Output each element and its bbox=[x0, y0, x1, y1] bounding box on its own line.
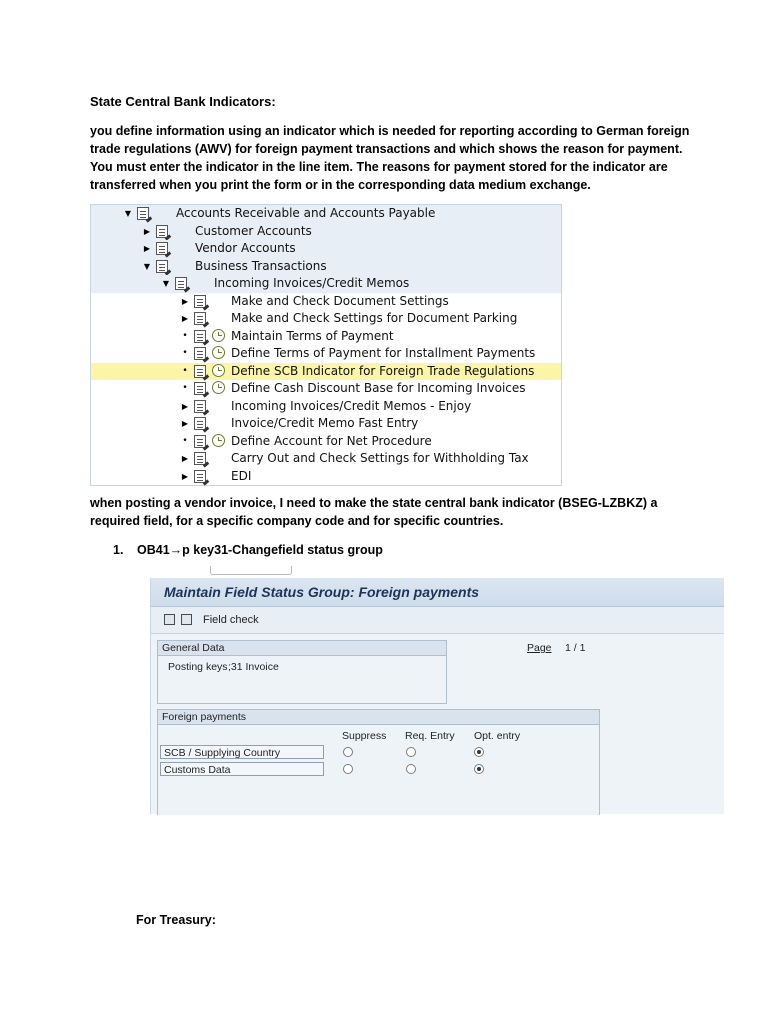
page-title: State Central Bank Indicators: bbox=[90, 94, 276, 109]
tree-item[interactable] bbox=[91, 468, 561, 486]
radio-customs-opt-entry[interactable] bbox=[474, 764, 484, 774]
tree-item-label: Business Transactions bbox=[195, 258, 327, 273]
document-icon[interactable] bbox=[181, 614, 192, 625]
collapsed-arrow-icon[interactable]: ▶ bbox=[181, 471, 189, 481]
expanded-arrow-icon[interactable]: ▼ bbox=[124, 209, 132, 218]
clock-icon bbox=[212, 329, 225, 342]
expanded-arrow-icon[interactable]: ▼ bbox=[162, 279, 170, 288]
collapsed-arrow-icon[interactable]: ▶ bbox=[181, 419, 189, 428]
tree-item-label: Define SCB Indicator for Foreign Trade Regulations bbox=[231, 363, 535, 378]
sap-title-bar bbox=[151, 578, 724, 607]
intro-paragraph: you define information using an indicator which is needed for reporting according to German foreign trade regulations (AWV) for foreign payment transactions and which shows the reason for payment. You must enter the indicator in the line item. The reasons for payment stored for the indicator are transferred when you print the form or in the corresponding data medium exchange. bbox=[90, 124, 690, 192]
sap-toolbar bbox=[151, 607, 724, 634]
document-icon bbox=[194, 365, 206, 378]
tree-item-label: EDI bbox=[231, 468, 252, 483]
field-customs-data: Customs Data bbox=[160, 762, 324, 776]
tree-item-label: Make and Check Document Settings bbox=[231, 293, 449, 308]
requirement-paragraph: when posting a vendor invoice, I need to make the state central bank indicator (BSEG-LZBKZ) a required field, for a specific company code and for specific countries. bbox=[90, 496, 658, 528]
tree-item[interactable] bbox=[91, 258, 561, 276]
leaf-bullet: • bbox=[182, 383, 188, 393]
tree-item-label: Incoming Invoices/Credit Memos - Enjoy bbox=[231, 398, 472, 413]
tree-item-label: Define Account for Net Procedure bbox=[231, 433, 432, 448]
tree-item[interactable] bbox=[91, 310, 561, 328]
radio-scb-suppress[interactable] bbox=[343, 747, 353, 757]
document-icon bbox=[194, 312, 206, 325]
tree-item[interactable] bbox=[91, 223, 561, 241]
document-icon bbox=[194, 417, 206, 430]
img-tree bbox=[90, 204, 562, 486]
document-icon bbox=[194, 330, 206, 343]
collapsed-arrow-icon[interactable]: ▶ bbox=[181, 401, 189, 411]
document-icon bbox=[194, 435, 206, 448]
tree-item[interactable] bbox=[91, 415, 561, 433]
tree-item-label: Define Terms of Payment for Installment Payments bbox=[231, 346, 536, 360]
col-opt-entry: Opt. entry bbox=[474, 730, 521, 742]
clock-icon bbox=[212, 434, 225, 447]
document-icon bbox=[194, 382, 206, 395]
collapsed-arrow-icon[interactable]: ▶ bbox=[143, 244, 151, 253]
radio-scb-req-entry[interactable] bbox=[406, 747, 416, 757]
tree-item-label: Vendor Accounts bbox=[195, 241, 296, 255]
tree-item[interactable] bbox=[91, 328, 561, 346]
field-scb-supplying-country: SCB / Supplying Country bbox=[160, 745, 324, 759]
expanded-arrow-icon[interactable]: ▼ bbox=[143, 261, 151, 271]
tree-item[interactable] bbox=[91, 275, 561, 293]
document-icon bbox=[156, 260, 168, 273]
collapsed-arrow-icon[interactable]: ▶ bbox=[181, 454, 189, 463]
tree-item[interactable] bbox=[91, 450, 561, 468]
document-icon bbox=[156, 225, 168, 238]
general-data-header: General Data bbox=[158, 641, 446, 656]
tree-item-label: Customer Accounts bbox=[195, 223, 312, 238]
document-icon bbox=[137, 207, 149, 220]
collapsed-arrow-icon[interactable]: ▶ bbox=[181, 314, 189, 323]
document-icon bbox=[194, 400, 206, 413]
document-icon bbox=[194, 470, 206, 483]
col-suppress: Suppress bbox=[342, 730, 387, 742]
tree-item[interactable] bbox=[91, 380, 561, 398]
leaf-bullet: • bbox=[182, 330, 188, 341]
collapsed-arrow-icon[interactable]: ▶ bbox=[143, 226, 151, 236]
clock-icon bbox=[212, 364, 225, 377]
tree-item-label: Make and Check Settings for Document Parking bbox=[231, 311, 518, 325]
leaf-bullet: • bbox=[182, 348, 188, 358]
tree-item[interactable] bbox=[91, 293, 561, 311]
tree-item-label: Maintain Terms of Payment bbox=[231, 328, 394, 343]
tree-item[interactable] bbox=[91, 345, 561, 363]
foreign-payments-header: Foreign payments bbox=[158, 710, 599, 725]
step-1 bbox=[113, 543, 383, 557]
leaf-bullet: • bbox=[182, 435, 188, 446]
tree-item-label: Accounts Receivable and Accounts Payable bbox=[176, 206, 436, 220]
page-value: 1 / 1 bbox=[565, 642, 586, 654]
document-icon bbox=[194, 452, 206, 465]
clock-icon bbox=[212, 381, 225, 394]
field-check-button[interactable]: Field check bbox=[203, 614, 259, 626]
foreign-payments-group bbox=[157, 709, 600, 815]
tree-item-label: Incoming Invoices/Credit Memos bbox=[214, 276, 410, 290]
screenshot-tab-edge bbox=[210, 566, 292, 575]
document-icon bbox=[156, 242, 168, 255]
sap-screen bbox=[150, 578, 724, 814]
step-text: OB41→p key31-Changefield status group bbox=[137, 543, 383, 557]
radio-customs-suppress[interactable] bbox=[343, 764, 353, 774]
document-icon bbox=[194, 347, 206, 360]
tree-item-label: Carry Out and Check Settings for Withholding Tax bbox=[231, 451, 529, 465]
posting-keys-label: Posting keys bbox=[168, 661, 228, 673]
radio-scb-opt-entry[interactable] bbox=[474, 747, 484, 757]
document-icon bbox=[175, 277, 187, 290]
tree-item-label: Define Cash Discount Base for Incoming Invoices bbox=[231, 381, 526, 395]
treasury-heading: For Treasury: bbox=[136, 913, 216, 927]
step-number: 1. bbox=[113, 543, 124, 557]
tree-item[interactable] bbox=[91, 205, 561, 223]
tree-item[interactable] bbox=[91, 398, 561, 416]
tree-item[interactable] bbox=[91, 363, 561, 381]
tree-item[interactable] bbox=[91, 240, 561, 258]
clock-icon bbox=[212, 346, 225, 359]
save-icon[interactable] bbox=[164, 614, 175, 625]
general-data-group bbox=[157, 640, 447, 704]
sap-screen-title: Maintain Field Status Group: Foreign payments bbox=[164, 584, 480, 600]
tree-item[interactable] bbox=[91, 433, 561, 451]
document-icon bbox=[194, 295, 206, 308]
tree-item-label: Invoice/Credit Memo Fast Entry bbox=[231, 416, 419, 430]
collapsed-arrow-icon[interactable]: ▶ bbox=[181, 296, 189, 306]
posting-keys-value: ;31 Invoice bbox=[228, 661, 279, 673]
leaf-bullet: • bbox=[182, 365, 188, 376]
page-label: Page bbox=[527, 642, 552, 654]
col-req-entry: Req. Entry bbox=[405, 730, 455, 742]
radio-customs-req-entry[interactable] bbox=[406, 764, 416, 774]
